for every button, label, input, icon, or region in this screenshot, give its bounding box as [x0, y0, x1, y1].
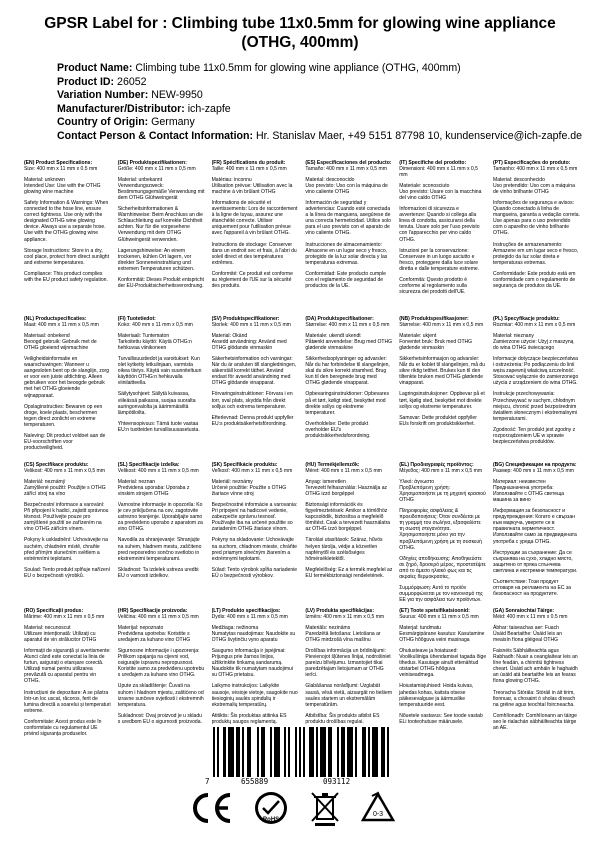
spec-paragraph: Informații de siguranță și avertismente: Atunci când este conectat la linia de furtun, asigurați o etanșare corectă. Utilizați numai pentru utilizarea prevăzută cu aparatul pentru vin OTHG.	[24, 648, 111, 685]
language-heading: (HU) Termékjellemzők:	[305, 462, 360, 468]
spec-paragraph: Skladnost: Ta izdelek ustreza uredbi EU o varnosti izdelkov.	[117, 566, 199, 579]
language-heading: (EL) Προδιαγραφές προϊόντος:	[399, 462, 474, 468]
spec-paragraph: Conformidad: Este producto cumple con el reglamento de seguridad de productos de la UE.	[305, 270, 386, 289]
spec-paragraph: Safety Information & Warnings: When connected to the hose line, ensure correct tightness. Use only with the designated OTHG wine glowing device. Always use a separate hose. Use with the OTHG glowing wine appliance.	[24, 200, 109, 243]
spec-paragraph: Varnostne informacije in opozorila: Ko je cev priključena na cev, zagotovite ustrezno tesnjenje. Uporabljajte samo za predvideno uporabo z aparatom za vino OTHG.	[117, 502, 203, 533]
spec-paragraph: Material: desconhecido Uso pretendido: Uso com a máquina de vinho brilhante OTHG	[492, 177, 575, 196]
certification-logos	[0, 790, 600, 846]
spec-paragraph: Υλικό: άγνωστο Προβλεπόμενη χρήση: Χρησιμοποιήστε με τη μηχανή κρασιού OTHG	[399, 479, 486, 504]
grid-row	[24, 462, 580, 602]
spec-paragraph: Konformität: Dieses Produkt entspricht der EU-Produktsicherheitsverordnung.	[117, 276, 204, 289]
spec-paragraph: Veličina: 400 mm x 11 mm x 0,5 mm	[117, 614, 199, 621]
language-block	[399, 316, 486, 456]
page-title	[20, 14, 580, 52]
spec-paragraph: Koko: 400 mm x 11 mm x 0,5 mm	[117, 322, 193, 329]
spec-paragraph: Megfelelőség: Ez a termék megfelel az EU termékbiztonsági rendeletének.	[305, 566, 393, 579]
spec-paragraph: Materjal: tundmatu Eesmärgipärane kasutus: Kasutamine OTHG hõõguva veini masinaga	[399, 625, 485, 644]
info-row-id: Product ID: 26052	[57, 75, 147, 88]
spec-paragraph: Materiale: ukendt ukendt Påtænkt anvendelse: Brug med OTHG glødende vinmaskine	[305, 333, 393, 352]
spec-paragraph: Материал: неизвестен Предназначена употреба: Използвайте с OTHG светеща машина за вино	[492, 479, 565, 504]
language-block	[118, 160, 205, 310]
spec-paragraph: Tamanho: 400 mm x 11 mm x 0,5 mm	[492, 166, 578, 173]
spec-paragraph: Instruções de armazenamento: Armazene em um lugar seco e fresco, protegido da luz solar direta e temperaturas extremas.	[492, 241, 579, 266]
spec-paragraph: Informations de sécurité et avertissements: Lors de raccordement à la ligne de tuyau, assurez une étanchéité correcte. Utiliser uniquement pour l'utilisation prévue avec l'appareil à vin brûlant OTHG.	[211, 200, 298, 237]
spec-paragraph: Conformité: Ce produit est conforme au règlement de l'UE sur la sécurité des produits.	[211, 270, 293, 289]
language-heading: (SL) Specifikacije izdelka:	[117, 462, 180, 468]
spec-paragraph: Informazioni di sicurezza e avvertenze: Quando si collega alla linea di condotta, assicurarsi della tenuta. Usare solo per l'uso previsto con l'apparecchio per vino caldo OTHG.	[399, 206, 480, 243]
spec-paragraph: Naleving: Dit product voldoet aan de EU-voorschriften voor productveiligheid.	[24, 432, 106, 451]
spec-paragraph: Conformidade: Este produto está em conformidade com o regulamento de segurança de produtos da UE.	[492, 270, 576, 289]
spec-paragraph: Turvallisuustiedot ja varoitukset: Kun olet kytketty letkulinjaan, varmista oikea tiiviys. Käytä vain suunniteltuun käyttöön OTHG:n hehkuvalla viinilaitteella.	[117, 356, 202, 387]
spec-paragraph: Πληροφορίες ασφάλειας & προειδοποιήσεις: Όταν συνδέεται με τη γραμμή του σωλήνα, εξασφαλίστε τη σωστή στεγανότητα. Χρησιμοποιήστε μόνο για την προβλεπόμενη χρήση με τη συσκευή OTHG.	[399, 508, 482, 551]
spec-paragraph: Material: necunoscut Utilizare intenționată: Utilizați cu aparatul de vin strălucitor OTHG	[24, 625, 97, 644]
spec-paragraph: Taille: 400 mm x 11 mm x 0,5 mm	[211, 166, 287, 173]
language-heading: (DA) Produktspecifikationer:	[305, 316, 374, 322]
language-block	[305, 160, 392, 310]
spec-paragraph: Bezpečnostné informácie a varovania: Pri pripojení na hadicové vedenie, zabezpečte správnu tesnosť. Používajte iba na určené použitie so zariadením OTHG žiariace vínom.	[211, 502, 298, 533]
language-block	[24, 160, 111, 310]
language-block	[399, 608, 486, 758]
barcode-left-digit: 7	[205, 777, 210, 786]
spec-paragraph: Nõuetele vastavus: See toode vastab ELi tooteohutuse määrusele.	[399, 712, 483, 725]
spec-paragraph: Materiāls: nezināms Paredzētā lietošana: Lietošana ar OTHG mirdzošā vīna mašīnu	[305, 625, 381, 644]
language-block	[212, 160, 299, 310]
spec-paragraph: Materiaal: onbekend Beoogd gebruik: Gebruik met de OTHG gloeiend wijnmachine	[24, 333, 97, 352]
spec-paragraph: Laikymo instrukcijos: Laikykite sausoje, vėsioje vietoje, saugokite nuo tiesioginių saulės spindulių ir ekstremalių temperatūrų.	[211, 683, 298, 708]
product-info	[57, 62, 582, 144]
spec-paragraph: Lagringsinstruksjoner: Oppbevar på et tørt, kjølig sted, beskyttet mot direkte sollys og ekstreme temperaturer.	[399, 391, 485, 410]
spec-paragraph: Hoiustamisjuhised: Hoida kuivas, jahedas kohas, kaitsta otsese päikesevalguse ja äärmuslike temperatuuride eest.	[399, 683, 474, 708]
language-heading: (LV) Produkta specifikācijas:	[305, 608, 375, 614]
language-heading: (IT) Specifiche del prodotto:	[399, 160, 467, 166]
spec-paragraph: Materiaali: Tuntematon Tarkoitettu käyttö: Käytä OTHG:n hehkuvaa viinikoneen	[117, 333, 192, 352]
spec-paragraph: Ohutusteave ja hoiatused: Voolikuliiniga ühendamisel tagada õige tihedus. Kasutage ainult ettenähtud otstarbel OTHG hõõguva veiniseadmega.	[399, 648, 487, 679]
spec-paragraph: Materiał: nieznany Zamierzone użycie: Użyj z maszyną do wina OTHG świecącego	[492, 333, 574, 352]
spec-paragraph: Информация за безопасност и предупреждения: Когато е свързан към маркуча, уверете се в правилната херметичност. Използвайте само за предвидената употреба с уреда OTHG.	[492, 508, 577, 545]
spec-paragraph: Størrelse: 400 mm x 11 mm x 0,5 mm	[305, 322, 390, 329]
spec-paragraph: Säilytysohjeet: Säilytä kuivassa, viileässä paikassa, suojaa suoralta auringonvalolta ja äärimmäisiltä lämpötiloilta.	[117, 391, 196, 416]
spec-paragraph: Méret: 400 mm x 11 mm x 0,5 mm	[305, 468, 382, 475]
weee-bin-icon	[308, 790, 342, 828]
language-heading: (FI) Tuotetiedot:	[117, 316, 156, 322]
language-block	[212, 462, 299, 602]
language-block	[399, 160, 486, 310]
info-row-name: Product Name: Climbing tube 11x0.5mm for glowing wine appliance (OTHG, 400mm)	[57, 62, 461, 74]
spec-paragraph: Material: Okänd Avsedd användning: Använd med OTHG glödande vinmaskin	[211, 333, 287, 352]
spec-paragraph: Comhlíonadh: Comhlíonann an táirge seo le rialachán sábháilteachta táirge an AE.	[492, 712, 577, 731]
language-block	[24, 608, 111, 758]
language-block	[493, 462, 580, 602]
spec-paragraph: Material: desconocido Uso previsto: Uso con la máquina de vino caliente OTHG	[305, 177, 388, 196]
spec-paragraph: Sikkerhetsinformasjon og advarsler: Når du er koblet til slangelinjen, må du sikre riktig tetthet. Brukes kun til den tiltenkte bruken med OTHG glødende vinapparat.	[399, 356, 486, 387]
spec-paragraph: Compliance: This product complies with the EU product safety regulation.	[24, 270, 108, 283]
spec-paragraph: Material: neznan Predvidena uporaba: Uporaba z vinskim strojem OTHG	[117, 479, 190, 498]
spec-paragraph: Samsvar: Dette produktet oppfyller EUs forskrift om produktsikkerhet.	[399, 414, 477, 427]
language-block	[118, 316, 205, 456]
language-block	[118, 462, 205, 602]
info-row-contact: Contact Person & Contact Information: Hr. Stanislav Maer, +49 5151 87798 10, kundenservice@ich-zapfe.de	[57, 129, 583, 142]
grid-row	[24, 160, 580, 310]
language-grid	[24, 160, 580, 758]
svg-text:RoHS: RoHS	[262, 817, 280, 823]
info-row-manufacturer: Manufacturer/Distributor: ich-zapfe	[57, 102, 231, 115]
barcode-group-2: 093112	[323, 777, 351, 786]
spec-paragraph: Faisnéis Sábháilteachta agus Rabhadh: Nuair a ceanglaítear leis an líne feadán, a chinntiú tightness cheart. Úsáid ach amháin le haghaidh an úsáid atá beartaithe leis an fearas fíona glowing OTHG.	[492, 648, 578, 685]
ce-mark-icon	[190, 792, 234, 824]
spec-paragraph: Förvaringsinstruktioner: Förvara i en torr, sval plats, skydda från direkt solljus och extrema temperaturer.	[211, 391, 293, 410]
spec-paragraph: Mărime: 400 mm x 11 mm x 0,5 mm	[24, 614, 105, 621]
spec-paragraph: Conformità: Questo prodotto è conforme al regolamento sulla sicurezza dei prodotti dell'UE.	[399, 276, 468, 295]
language-block	[24, 462, 111, 602]
language-block	[212, 316, 299, 456]
language-heading: (CS) Specifikace produktu:	[24, 462, 89, 468]
title-line-1: GPSR Label for : Climbing tube 11x0.5mm for glowing wine appliance	[44, 15, 556, 32]
spec-paragraph: Materijal: nepoznato Predviđena upotreba: Koristite s uređajem za kuhano vino OTHG	[117, 625, 191, 644]
language-heading: (PL) Specyfikacje produktu:	[492, 316, 560, 322]
spec-paragraph: Instrukcje przechowywania: Przechowywać w suchym, chłodnym miejscu, chronić przed bezpośrednim światłem słonecznym i ekstremalnymi temperaturami.	[492, 391, 578, 422]
spec-paragraph: Размер: 400 mm x 11 mm x 0,5 mm	[492, 468, 574, 475]
spec-paragraph: Súlad: Tento výrobok spĺňa nariadenie EÚ o bezpečnosti výrobkov.	[211, 566, 298, 579]
language-heading: (SK) Špecifikácie produktu:	[211, 462, 278, 468]
spec-paragraph: Rozmiar: 400 mm x 11 mm x 0,5 mm	[492, 322, 576, 329]
language-block	[399, 462, 486, 602]
barcode-bar	[389, 727, 391, 777]
spec-paragraph: Méid: 400 mm x 11 mm x 0.5 mm	[492, 614, 568, 621]
language-heading: (GA) Sonraíochtaí Táirge:	[492, 608, 555, 614]
language-block	[118, 608, 205, 758]
language-heading: (EN) Product Specifications:	[24, 160, 93, 166]
spec-paragraph: Navodila za shranjevanje: Shranjujte na suhem, hladnem mestu, zaščiteno pred neposredno sončno svetlobo in ekstremnimi temperaturami.	[117, 537, 202, 562]
spec-paragraph: Μέγεθος: 400 mm x 11 mm x 0,5 mm	[399, 468, 483, 475]
spec-paragraph: Instrucciones de almacenamiento: Almacene en un lugar seco y fresco, protegido de la luz solar directa y las temperaturas extremas.	[305, 241, 388, 266]
spec-paragraph: Instructions de stockage: Conserver dans un endroit sec et frais, à l'abri du soleil direct et des températures extrêmes.	[211, 241, 297, 266]
spec-paragraph: Opbevaringsinstruktioner: Opbevares på et tørt, køligt sted, beskyttet mod direkte sollys og ekstreme temperaturer.	[305, 391, 389, 416]
spec-paragraph: Storage Instructions: Store in a dry, cool place, protect from direct sunlight and extreme temperatures.	[24, 247, 109, 266]
spec-paragraph: Pokyny na skladovanie: Uchovávajte na suchom, chladnom mieste, chráňte pred priamym slnečným žiarením a extrémnymi teplotami.	[211, 537, 297, 562]
spec-paragraph: Treoracha Stórála: Stóráil in áit tirim, fionnuar, a chosaint ó sholas díreach na gréine agus teochtaí foircneacha.	[492, 689, 576, 708]
spec-paragraph: Izmērs: 400 mm x 11 mm x 0,5 mm	[305, 614, 385, 621]
spec-paragraph: Size: 400 mm x 11 mm x 0.5 mm	[24, 166, 98, 173]
spec-paragraph: Tamaño: 400 mm x 11 mm x 0,5 mm	[305, 166, 387, 173]
spec-paragraph: Velikost: 400 mm x 11 mm x 0,5 mm	[117, 468, 199, 475]
spec-paragraph: Overholdelse: Dette produkt overholder EU's produktsikkerhedsforordning.	[305, 420, 371, 439]
language-block	[305, 316, 392, 456]
spec-paragraph: Οδηγίες αποθήκευσης: Αποθηκεύστε σε ξηρό, δροσερό μέρος, προστατέψτε από το άμεσο ηλιακό φως και τις ακραίες θερμοκρασίες.	[399, 555, 486, 580]
info-row-origin: Country of Origin: Germany	[57, 116, 195, 129]
spec-paragraph: Anyag: ismeretlen Tervezett felhasználás: Használja az OTHG izzó borgéppel	[305, 479, 388, 498]
spec-paragraph: Bezpečnostní informace a varování: Při připojení k hadici, zajistit správnou těsnost. Používejte pouze pro zamýšlené použití se zařízením na víno OTHG zářícím vínem.	[24, 502, 109, 533]
spec-paragraph: Veiligheidsinformatie en waarschuwingen: Wanneer u aangesloten bent op de slanglijn, zorg er voor een juiste afdichting. Alleen gebruiken voor het beoogde gebruik met het OTHG gloeiende wijnapparaat.	[24, 356, 110, 399]
spec-paragraph: Инструкции за съхранение: Да се съхранява на сухо, хладно място, защитено от пряка слънчева светлина и екстремни температури.	[492, 549, 578, 574]
recycling-icon	[358, 790, 398, 828]
spec-paragraph: Upute za skladištenje: Čuvati na suhom i hladnom mjestu, zaštićeno od izravne sunčeve svjetlosti i ekstremnih temperatura.	[117, 683, 204, 708]
spec-paragraph: Maat: 400 mm x 11 mm x 0,5 mm	[24, 322, 99, 329]
spec-paragraph: Istruzioni per la conservazione: Conservare in un luogo asciutto e fresco, proteggere dalla luce solare diretta e dalle temperature estreme.	[399, 247, 480, 272]
spec-paragraph: Conformitate: Acest produs este în conformitate cu regulamentul UE privind siguranța produselor.	[24, 718, 102, 737]
spec-paragraph: Sicherheitsinformationen & Warnhinweise: Beim Anschluss an die Schlauchleitung auf korrekte Dichtheit achten. Nur für die vorgesehene Verwendung mit dem OTHG Glühweingerät verwenden.	[117, 206, 203, 243]
spec-paragraph: Material: unknown Intended Use: Use with the OTHG glowing wine machine	[24, 177, 101, 196]
spec-paragraph: Soulad: Tento produkt splňuje nařízení EU o bezpečnosti výrobků.	[24, 566, 111, 579]
spec-paragraph: Størrelse: 400 mm x 11 mm x 0,5 mm	[399, 322, 484, 329]
spec-paragraph: Atbilstība: Šis produkts atbilst ES produktu drošības regulai.	[305, 712, 380, 725]
spec-paragraph: Matériau: inconnu Utilisation prévue: Utilisation avec la machine à vin brûlant OTHG	[211, 177, 293, 196]
spec-paragraph: Zgodność: Ten produkt jest zgodny z rozporządzeniem UE w sprawie bezpieczeństwa produktów.	[492, 426, 576, 445]
language-heading: (ET) Toote spetsifikatsioonid:	[399, 608, 470, 614]
spec-paragraph: Atitiktis: Šis produktas atitinka ES produktų saugos reglamentą.	[211, 712, 287, 725]
barcode-group-1: 655889	[241, 777, 269, 786]
spec-paragraph: Größe: 400 mm x 11 mm x 0,5 mm	[117, 166, 196, 173]
info-row-variation: Variation Number: NEW-9950	[57, 89, 203, 102]
language-heading: (NB) Produktspesifikasjoner:	[399, 316, 469, 322]
language-block	[305, 462, 392, 602]
grid-row	[24, 316, 580, 456]
spec-paragraph: Materiale: sconosciuto Uso previsto: Usare con la macchina del vino caldo OTHG	[399, 183, 482, 202]
language-block	[493, 160, 580, 310]
spec-paragraph: Συμμόρφωση: Αυτό το προϊόν συμμορφώνεται με τον κανονισμό της ΕΕ για την ασφάλεια των προϊόντων.	[399, 584, 483, 602]
language-heading: (SV) Produktspecifikationer:	[211, 316, 280, 322]
spec-paragraph: Material: unbekannt Verwendungszweck: Bestimmungsgemäße Verwendung mit dem OTHG Glühweingerät	[117, 177, 205, 202]
spec-paragraph: Pokyny k uskladnění: Uchovávejte na suchém, chladném místě, chraňte před přímým slunečním světlem a extrémními teplotami.	[24, 537, 108, 562]
language-heading: (NL) Productspecificaties:	[24, 316, 87, 322]
language-heading: (BG) Спецификации на продукта:	[492, 462, 577, 468]
svg-text:0-3: 0-3	[372, 811, 384, 818]
spec-paragraph: Säkerhetsinformation och varningar: När du är ansluten till slangledningen, säkerställ korrekt täthet. Använd endast för avsedd användning med OTHG glödande vinapparat.	[211, 356, 297, 387]
spec-paragraph: Materiál: neznámý Zamýšlené použití: Použijte s OTHG zářící stroj na víno	[24, 479, 106, 498]
language-block	[493, 316, 580, 456]
language-heading: (FR) Spécifications du produit:	[211, 160, 286, 166]
spec-paragraph: Velikost: 400 mm x 11 mm x 0,5 mm	[24, 468, 105, 475]
spec-paragraph: Medžiaga: nežinoma Numatytas naudojimas: Naudokite su OTHG švytinčiu vyno aparatu	[211, 625, 296, 644]
language-block	[24, 316, 111, 456]
spec-paragraph: Información de seguridad y advertencias: Cuando esté conectada a la línea de manguera, asegúrese de una correcta hermeticidad. Utilice solo para el uso previsto con el aparato de vino caliente OTHG.	[305, 200, 391, 237]
spec-paragraph: Dimensioni: 400 mm x 11 mm x 0,5 mm	[399, 166, 478, 179]
spec-paragraph: Informações de segurança e avisos: Quando conectado à linha de mangueira, garanta a vedação correta. Use apenas para o uso pretendido com o aparelho de vinho brilhante OTHG.	[492, 200, 580, 237]
spec-paragraph: Lagerungshinweise: An einem trockenen, kühlen Ort lagern, vor direkter Sonneneinstrahlung und extremen Temperaturen schützen.	[117, 247, 195, 272]
spec-paragraph: Suurus: 400 mm x 11 mm x 0,5 mm	[399, 614, 479, 621]
rohs-icon	[252, 790, 290, 826]
spec-paragraph: Yhteensopivuus: Tämä tuote vastaa EU:n tuotteiden turvallisuusasetusta.	[117, 420, 200, 433]
spec-paragraph: Drošības informācija un brīdinājumi: Pievienojot šļūtenes līnijai, nodrošiniet pareizu blīvējumu. Izmantojiet tikai paredzētajam lietojumam ar OTHG ierīci.	[305, 648, 391, 679]
spec-paragraph: Efterlevnad: Denna produkt uppfyller EU:s produktsäkerhetsförordning.	[211, 414, 294, 427]
spec-paragraph: Glabāšanas norādījumi: Uzglabāt sausā, vēsā vietā, aizsargāt no tiešiem saules stariem un ekstremālām temperatūrām.	[305, 683, 393, 708]
language-heading: (ES) Especificaciones del producto:	[305, 160, 392, 166]
spec-paragraph: Storlek: 400 mm x 11 mm x 0,5 mm	[211, 322, 291, 329]
spec-paragraph: Sukladnost: Ovaj proizvod je u skladu s uredbom EU o sigurnosti proizvoda.	[117, 712, 202, 725]
language-heading: (RO) Specificații produs:	[24, 608, 84, 614]
spec-paragraph: Biztonsági információk és figyelmeztetések: Amikor a tömlőhöz kapcsolódik, biztosítsa a megfelelő tömítést. Csak a tervezett használatra az OTHG izzó borgéppel.	[305, 502, 391, 533]
spec-paragraph: Sikkerhedsoplysninger og advarsler: Når du har forbindelse til slangelinjen, skal du sikre korrekt stramhed. Brug kun til den beregnede brug med OTHG glødende vinapparat.	[305, 356, 390, 387]
language-heading: (LT) Produkto specifikacijos:	[211, 608, 281, 614]
spec-paragraph: Dydis: 400 mm x 11 mm x 0,5 mm	[211, 614, 288, 621]
ean-barcode	[205, 727, 395, 785]
language-heading: (DE) Produktspezifikationen:	[117, 160, 187, 166]
spec-paragraph: Ábhar: taiseachas aer: Fuach Úsáid Beartaithe: Úsáid leis an meaisín fíona gléigeal OTHG	[492, 625, 562, 644]
spec-paragraph: Materiál: neznámy Určené použitie: Použite s OTHG žiariace vínne stroj	[211, 479, 287, 498]
spec-paragraph: Opslaginstructies: Bewaren op een droge, koele plaats, beschermen tegen direct zonlicht en extreme temperaturen.	[24, 403, 103, 428]
spec-paragraph: Tárolási utasítások: Száraz, hűvös helyen tárolja, védje a közvetlen napfénytől és szélsőséges hőmérsékletektől.	[305, 537, 383, 562]
barcode-bars	[213, 727, 391, 777]
language-heading: (HR) Specifikacije proizvoda:	[117, 608, 188, 614]
spec-paragraph: Materiale: ukjent Forventet bruk: Bruk med OTHG glødende vinmaskin	[399, 333, 473, 352]
spec-paragraph: Съответствие: Този продукт отговаря на регламента на ЕС за безопасност на продуктите.	[492, 578, 571, 597]
spec-paragraph: Sigurnosne informacije i upozorenja: Prilikom spajanja na cijevni vod, osigurajte ispravnu nepropusnost. Koristite samo za predviđenu upotrebu s uređajem za kuhano vino OTHG.	[117, 648, 205, 679]
spec-paragraph: Informacje dotyczące bezpieczeństwa i ostrzeżenia: Po podłączeniu do linii węża zapewnij właściwą szczelność. Stosować wyłącznie do zamierzonego użycia z urządzeniem do wina OTHG.	[492, 356, 579, 387]
spec-paragraph: Saugumo informacija ir įspėjimai: Prijungus prie žarnos linijos, užtikrinkite tinkamą sandarumą. Naudokite tik numatytam naudojimui su OTHG prietaisu.	[211, 648, 293, 679]
language-heading: (PT) Especificações do produto:	[492, 160, 571, 166]
spec-paragraph: Veľkosť: 400 mm x 11 mm x 0,5 mm	[211, 468, 293, 475]
spec-paragraph: Instrucțiuni de depozitare: A se păstra într-un loc uscat, răcoros, ferit de lumina directă a soarelui și temperaturi extreme.	[24, 689, 111, 714]
title-line-2: (OTHG, 400mm)	[241, 34, 359, 51]
language-block	[493, 608, 580, 758]
